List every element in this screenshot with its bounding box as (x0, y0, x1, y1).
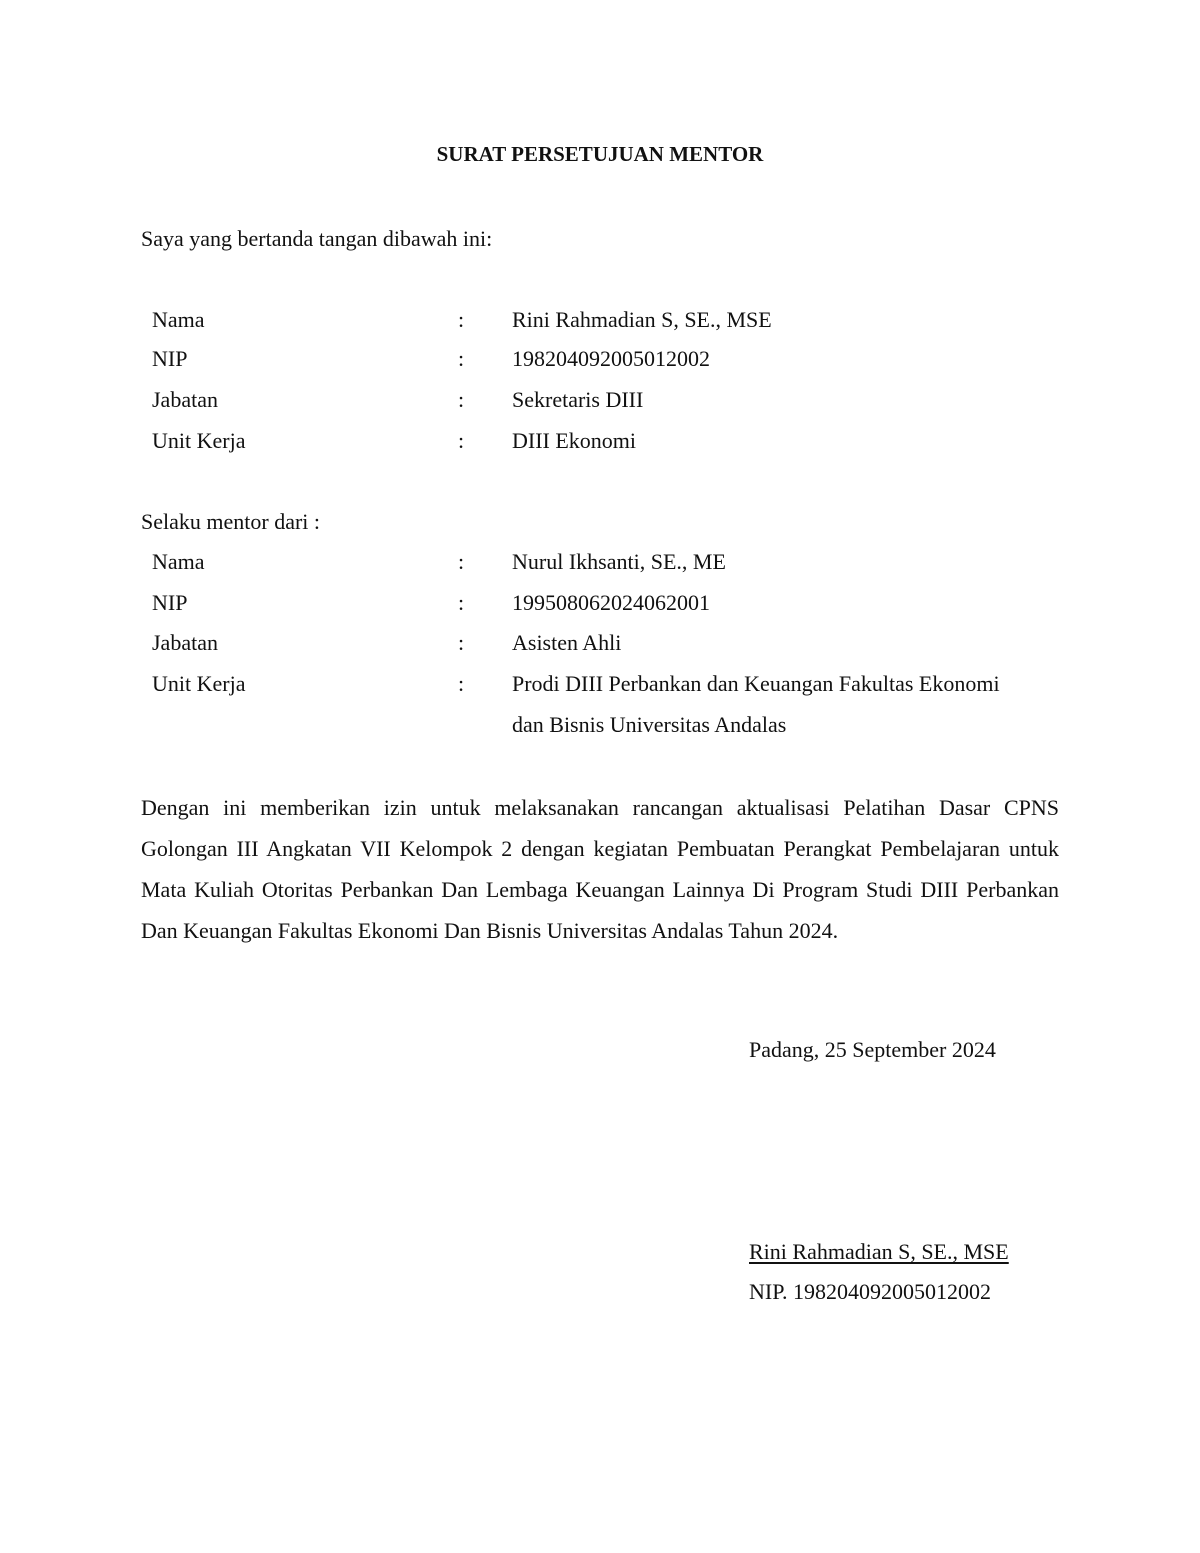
mentor-nip-label: NIP (152, 346, 188, 371)
mentor-position-label: Jabatan (152, 387, 218, 412)
mentor-nip-colon: : (458, 346, 465, 371)
mentee-unit-value-line2: dan Bisnis Universitas Andalas (512, 712, 787, 737)
document-title: SURAT PERSETUJUAN MENTOR (436, 142, 764, 166)
mentor-name-value: Rini Rahmadian S, SE., MSE (512, 307, 772, 332)
place-date: Padang, 25 September 2024 (749, 1037, 996, 1062)
mentor-unit-label: Unit Kerja (152, 428, 246, 453)
mentor-unit-value: DIII Ekonomi (512, 428, 637, 453)
mentee-nip-label: NIP (152, 590, 188, 615)
signatory-nip: NIP. 198204092005012002 (749, 1279, 992, 1304)
mentor-name-colon: : (458, 307, 465, 332)
mentee-position-label: Jabatan (152, 630, 218, 655)
mentee-name-value: Nurul Ikhsanti, SE., ME (512, 549, 726, 574)
mentee-unit-colon: : (458, 671, 465, 696)
mentor-position-colon: : (458, 387, 465, 412)
body-paragraph: Dengan ini memberikan izin untuk melaksanakan rancangan aktualisasi Pelatihan Dasar CPNS Golongan III Angkatan VII Kelompok 2 dengan kegiatan Pembuatan Perangkat Pembelajaran untuk Mata Kuliah Otoritas Perbankan Dan Lembaga Keuangan Lainnya Di Program Studi DIII Perbankan Dan Keuangan Fakultas Ekonomi Dan Bisnis Universitas Andalas Tahun 2024. (141, 795, 1059, 943)
intro-text: Saya yang bertanda tangan dibawah ini: (141, 226, 493, 251)
mentor-unit-colon: : (458, 428, 465, 453)
mentee-unit-value: Prodi DIII Perbankan dan Keuangan Fakultas Ekonomi (512, 671, 1000, 696)
mentee-unit-label: Unit Kerja (152, 671, 246, 696)
mentee-nip-colon: : (458, 590, 465, 615)
signatory-name: Rini Rahmadian S, SE., MSE (749, 1239, 1009, 1264)
mentee-position-colon: : (458, 630, 465, 655)
mentor-nip-value: 198204092005012002 (512, 346, 710, 371)
mentee-name-label: Nama (152, 549, 205, 574)
mentee-nip-value: 199508062024062001 (512, 590, 710, 615)
mentee-name-colon: : (458, 549, 465, 574)
mentee-intro-text: Selaku mentor dari : (141, 509, 321, 534)
mentor-position-value: Sekretaris DIII (512, 387, 644, 412)
mentor-name-label: Nama (152, 307, 205, 332)
mentee-position-value: Asisten Ahli (512, 630, 622, 655)
